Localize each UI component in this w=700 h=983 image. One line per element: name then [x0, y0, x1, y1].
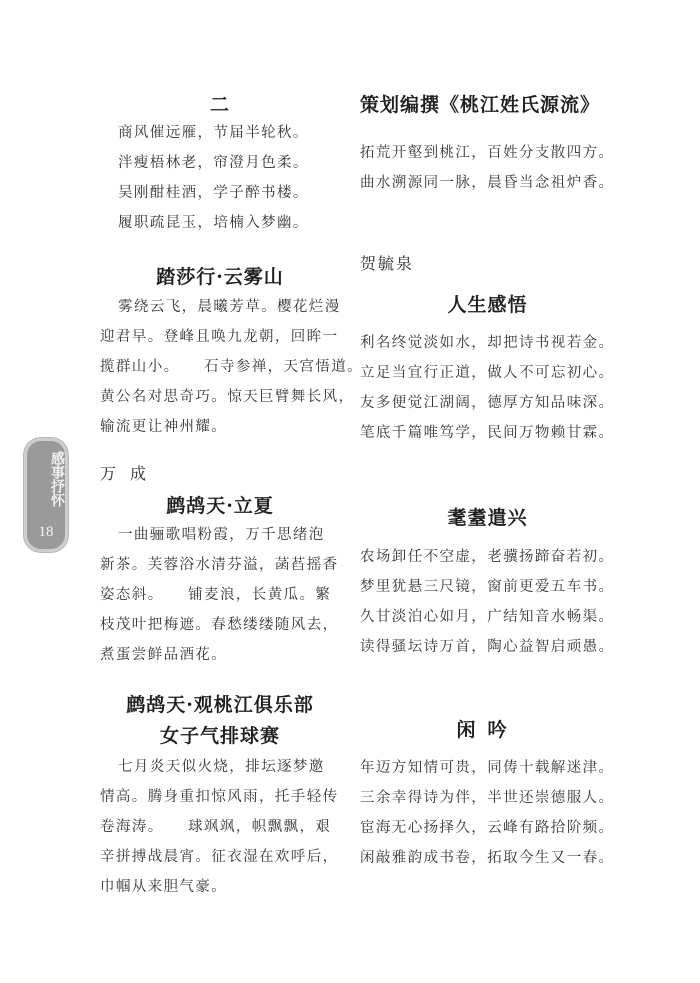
poem-line: 揽群山小。 石寺参禅，天宫悟道。 [100, 359, 364, 375]
poem-line: 久甘淡泊心如月，广结知音水畅渠。 [360, 609, 615, 625]
poem-line: 情高。腾身重扣惊风雨，托手轻传 [100, 789, 339, 805]
author-name: 贺毓泉 [360, 254, 415, 273]
poem-line: 农场卸任不空虚，老骥扬蹄奋若初。 [360, 549, 615, 565]
author-name: 万成 [100, 464, 161, 483]
poem-line: 雾绕云飞，晨曦芳草。樱花烂漫 [118, 299, 341, 315]
poem-line: 巾帼从来胆气豪。 [100, 879, 228, 895]
poem-line: 迎君早。登峰且唤九龙朝，回眸一 [100, 329, 339, 345]
poem-line: 曲水溯源同一脉，晨昏当念祖炉香。 [360, 175, 615, 191]
poem-title: 策划编撰《桃江姓氏源流》 [360, 94, 601, 116]
poem-line: 利名终觉淡如水，却把诗书视若金。 [360, 335, 615, 351]
poem-title: 鹧鸪天·立夏 [166, 495, 274, 517]
poem-line: 卷海涛。 球飒飒，帜飘飘，艰 [100, 819, 332, 835]
poem-title: 鹧鸪天·观桃江俱乐部 [126, 694, 314, 716]
poem-line: 三余幸得诗为伴，半世还崇德服人。 [360, 790, 615, 806]
section-label: 感事抒怀 [49, 451, 65, 507]
poem-line: 七月炎天似火烧，排坛逐梦邀 [118, 759, 325, 775]
poem-line: 新茶。芙蓉浴水清芬溢，菡萏摇香 [100, 557, 339, 573]
section-side-tab [24, 438, 68, 552]
poem-line: 输流更让神州耀。 [100, 419, 228, 435]
poem-line: 黄公名对思奇巧。惊天巨臂舞长风， [100, 389, 355, 405]
poem-title-line2: 女子气排球赛 [159, 725, 280, 747]
poem-line: 梦里犹悬三尺镜，窗前更爱五车书。 [360, 579, 615, 595]
poem-title: 二 [209, 94, 230, 116]
poem-title: 闲吟 [456, 719, 519, 741]
poem-line: 商风催远雁，节届半轮秋。 [118, 125, 309, 141]
poem-line: 煮蛋尝鲜品酒花。 [100, 647, 228, 663]
poem-line: 闲敲雅韵成书卷，拓取今生又一春。 [360, 850, 615, 866]
poem-line: 立足当宜行正道，做人不可忘初心。 [360, 365, 615, 381]
poem-line: 姿态斜。 铺麦浪，长黄瓜。繁 [100, 587, 332, 603]
poem-line: 一曲骊歌唱粉霞，万千思绪泡 [118, 527, 325, 543]
page-number: 18 [38, 524, 54, 540]
poem-line: 笔底千篇唯笃学，民间万物赖甘霖。 [360, 425, 615, 441]
poem-line: 读得骚坛诗万首，陶心益智启顽愚。 [360, 639, 615, 655]
poem-line: 泮瘦梧林老，帘澄月色柔。 [118, 155, 309, 171]
poem-line: 年迈方知情可贵，同俦十载解迷津。 [360, 760, 615, 776]
poem-line: 枝茂叶把梅遮。春愁缕缕随风去， [100, 617, 339, 633]
poem-title: 耄耋遣兴 [447, 507, 528, 529]
poem-line: 履职疏昆玉，培楠入梦幽。 [118, 215, 309, 231]
poem-title: 人生感悟 [447, 294, 528, 316]
poem-line: 辛拼搏战晨宵。征衣湿在欢呼后， [100, 849, 339, 865]
poem-line: 吴刚酣桂酒，学子醉书楼。 [118, 185, 309, 201]
poem-line: 拓荒开壑到桃江，百姓分支散四方。 [360, 145, 615, 161]
poem-line: 友多便觉江湖阔，德厚方知品味深。 [360, 395, 615, 411]
poem-line: 宦海无心扬择久，云峰有路拾阶频。 [360, 820, 615, 836]
poem-title: 踏莎行·云雾山 [156, 266, 284, 288]
